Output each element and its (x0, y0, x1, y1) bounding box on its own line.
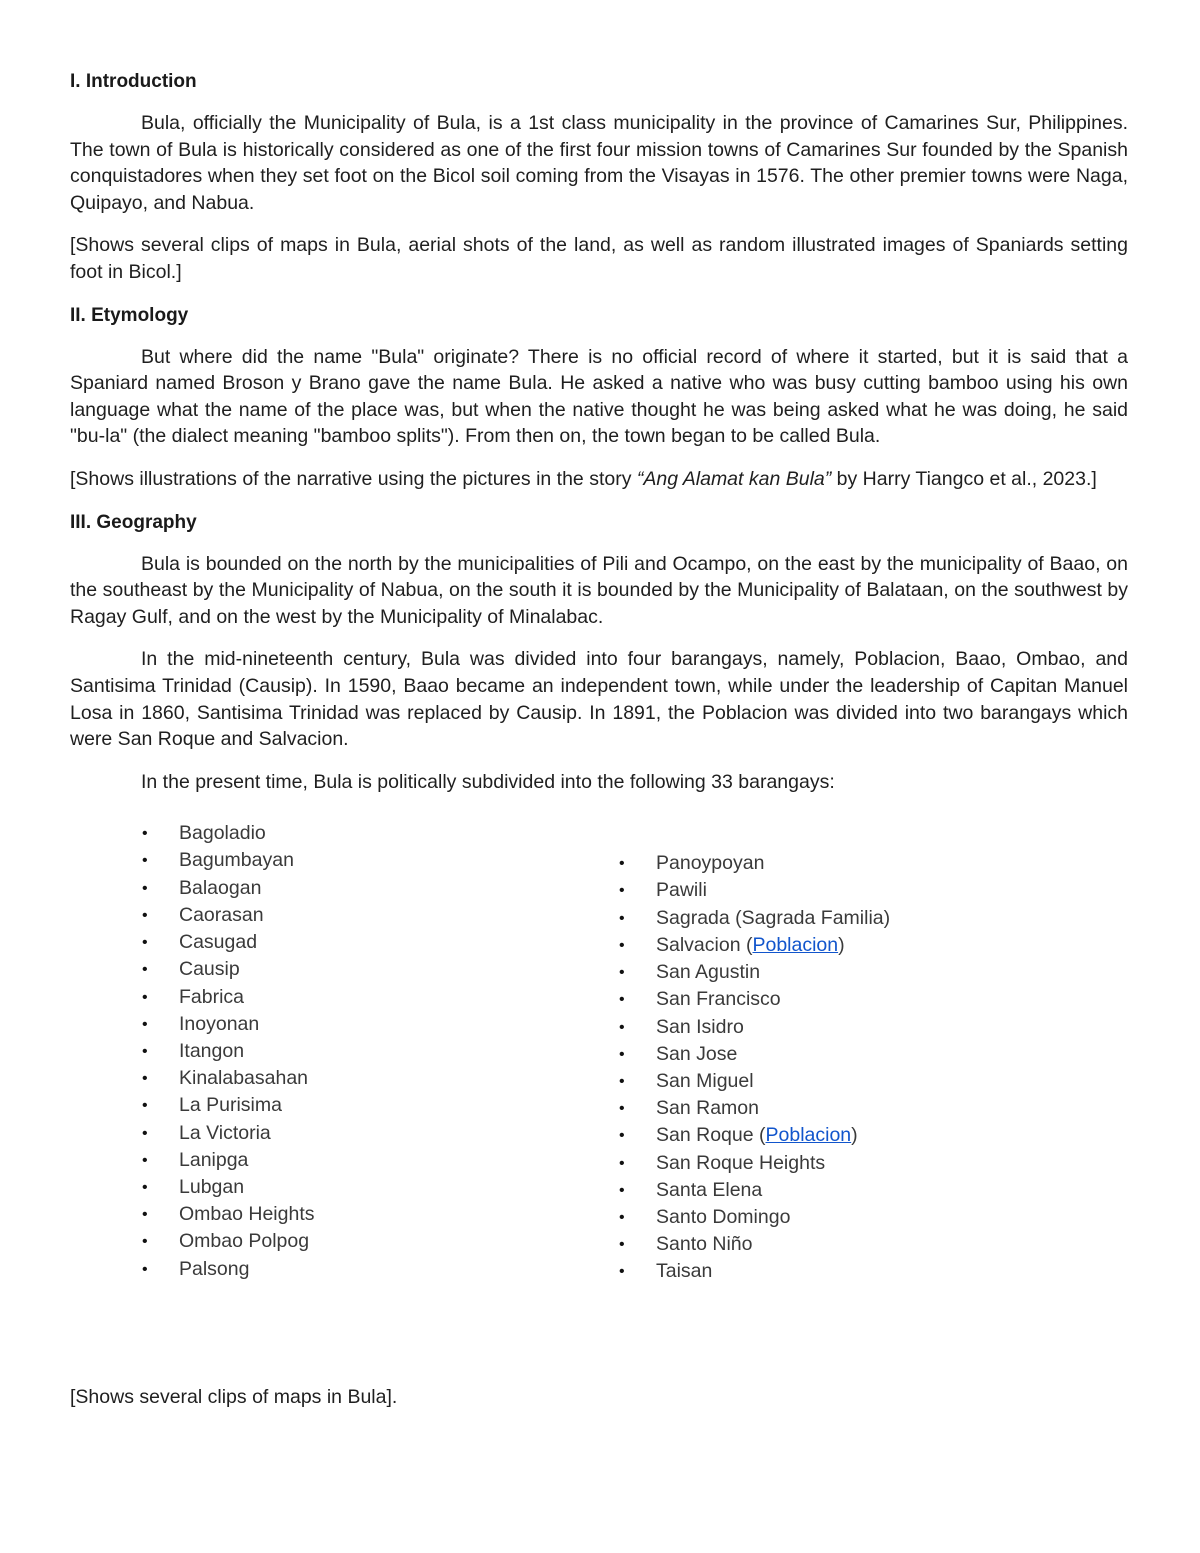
geography-paragraph-history: In the mid-nineteenth century, Bula was divided into four barangays, namely, Poblacion, Baao, Ombao, and Santisima Trinidad (Causip). In 1590, Baao became an independent town, while under the leadership of Capitan Manuel Losa in 1860, Santisima Trinidad was replaced by Causip. In 1891, the Poblacion was divided into two barangays which were San Roque and Salvacion. (70, 648, 1128, 751)
barangay-name: Santa Elena (656, 1178, 763, 1201)
barangay-list-item (70, 1120, 590, 1147)
bullet-icon: • (619, 1018, 625, 1036)
bullet-icon: • (619, 1236, 625, 1254)
barangay-name: La Purisima (179, 1094, 282, 1117)
bullet-icon: • (619, 1154, 625, 1172)
bullet-icon: • (142, 1070, 148, 1088)
bullet-icon: • (142, 1206, 148, 1224)
barangay-list-item (547, 1150, 1107, 1177)
section-heading-introduction: I. Introduction (70, 71, 197, 92)
barangay-list-item (70, 902, 590, 929)
bullet-icon: • (142, 934, 148, 952)
bullet-icon: • (619, 991, 625, 1009)
section-heading-etymology: II. Etymology (70, 304, 189, 326)
barangay-list-item (547, 1258, 1107, 1285)
barangay-list-left (70, 820, 590, 1282)
barangay-list-item (70, 1092, 590, 1119)
barangay-name: San Francisco (656, 988, 781, 1011)
bullet-icon: • (619, 1127, 625, 1145)
bullet-icon: • (142, 1233, 148, 1251)
barangay-list-item (70, 1174, 590, 1201)
barangay-list-item (70, 1147, 590, 1174)
geography-paragraph-boundaries: Bula is bounded on the north by the municipalities of Pili and Ocampo, on the east by the municipality of Baao, on the southeast by the Municipality of Nabua, on the south it is bounded by the Municipality of Balataan, on the southwest by Ragay Gulf, and on the west by the Municipality of Minalabac. (70, 552, 1128, 628)
barangay-list-item (70, 984, 590, 1011)
barangay-list-item (547, 905, 1107, 932)
bullet-icon: • (142, 1260, 148, 1278)
bullet-icon: • (142, 1151, 148, 1169)
barangay-list-item (547, 1177, 1107, 1204)
barangay-name: San Isidro (656, 1015, 744, 1038)
barangay-list-item (70, 929, 590, 956)
geography-paragraph-barangays-intro: In the present time, Bula is politically subdivided into the following 33 barangays: (141, 770, 835, 793)
barangay-list-item (70, 1201, 590, 1228)
barangay-list-item (547, 877, 1107, 904)
barangay-name: Casugad (179, 931, 258, 954)
poblacion-link[interactable]: Poblacion (752, 933, 839, 956)
barangay-name: Salvacion ( (656, 933, 753, 956)
bullet-icon: • (619, 1100, 625, 1118)
barangay-name: Inoyonan (179, 1012, 260, 1035)
story-title: “Ang Alamat kan Bula” (636, 467, 832, 490)
etymology-note-prefix: [Shows illustrations of the narrative using the pictures in the story (70, 467, 637, 490)
barangay-list-item (70, 1065, 590, 1092)
barangay-name: San Jose (656, 1042, 738, 1065)
barangay-list-item (70, 1011, 590, 1038)
barangay-list-item (70, 956, 590, 983)
bullet-icon: • (619, 855, 625, 873)
etymology-note-suffix: by Harry Tiangco et al., 2023.] (831, 467, 1097, 490)
etymology-note (70, 466, 1128, 493)
barangay-name: Pawili (656, 879, 707, 902)
barangay-name: Balaogan (179, 876, 262, 899)
bullet-icon: • (142, 1178, 148, 1196)
bullet-icon: • (142, 1042, 148, 1060)
bullet-icon: • (619, 882, 625, 900)
barangay-name: Lanipga (179, 1148, 249, 1171)
barangay-name: Bagumbayan (179, 849, 294, 872)
barangay-name: Ombao Polpog (179, 1230, 310, 1253)
bullet-icon: • (142, 1015, 148, 1033)
barangay-list-item (547, 986, 1107, 1013)
barangay-name: Sagrada (Sagrada Familia) (656, 906, 891, 929)
barangay-name: Itangon (179, 1039, 245, 1062)
barangay-list-item (547, 1068, 1107, 1095)
barangay-name: Santo Niño (656, 1233, 753, 1256)
barangay-list-item (547, 1204, 1107, 1231)
barangay-list-item (547, 1014, 1107, 1041)
barangay-name: Taisan (656, 1260, 713, 1283)
bullet-icon: • (619, 1072, 625, 1090)
barangay-name: San Roque Heights (656, 1151, 826, 1174)
barangay-list-right (547, 850, 1107, 1285)
barangay-list-item (70, 847, 590, 874)
barangay-list-columns (70, 820, 1128, 1300)
barangay-list-item (70, 1038, 590, 1065)
barangay-list-item (70, 875, 590, 902)
document-page (70, 68, 1128, 1300)
bullet-icon: • (142, 852, 148, 870)
barangay-name: Kinalabasahan (179, 1067, 309, 1090)
barangay-name: San Agustin (656, 961, 761, 984)
barangay-name: Causip (179, 958, 240, 981)
barangay-name: San Miguel (656, 1069, 754, 1092)
barangay-name: San Ramon (656, 1097, 759, 1120)
barangay-name: La Victoria (179, 1121, 271, 1144)
section-heading-geography: III. Geography (70, 511, 197, 533)
bullet-icon: • (619, 964, 625, 982)
barangay-list-item (70, 820, 590, 847)
barangay-list-item (70, 1256, 590, 1283)
barangay-list-item (547, 1095, 1107, 1122)
barangay-name: Lubgan (179, 1175, 245, 1198)
barangay-list-item (547, 1041, 1107, 1068)
barangay-list-item (547, 959, 1107, 986)
poblacion-link[interactable]: Poblacion (765, 1124, 852, 1147)
barangay-list-item (547, 1231, 1107, 1258)
bullet-icon: • (619, 936, 625, 954)
barangay-name: San Roque ( (656, 1124, 766, 1147)
barangay-list-item (70, 1228, 590, 1255)
etymology-paragraph: But where did the name "Bula" originate? There is no official record of where it started, but it is said that a Spaniard named Broson y Brano gave the name Bula. He asked a native who was busy cutting bamboo using his own language what the name of the place was, but when the native thought he was being asked what he was doing, he said "bu-la" (the dialect meaning "bamboo splits"). From then on, the town began to be called Bula. (70, 345, 1128, 448)
barangay-name: Panoypoyan (656, 852, 765, 875)
introduction-note: [Shows several clips of maps in Bula, aerial shots of the land, as well as random illustrated images of Spaniards setting foot in Bicol.] (70, 234, 1128, 283)
barangay-name: Fabrica (179, 985, 245, 1008)
barangay-name-suffix: ) (851, 1124, 858, 1147)
bullet-icon: • (142, 961, 148, 979)
barangay-name: Bagoladio (179, 822, 266, 845)
bullet-icon: • (142, 988, 148, 1006)
barangay-name: Santo Domingo (656, 1205, 791, 1228)
barangay-name-suffix: ) (838, 933, 845, 956)
barangay-list-item (547, 932, 1107, 959)
bullet-icon: • (619, 1208, 625, 1226)
bullet-icon: • (619, 1045, 625, 1063)
bullet-icon: • (142, 879, 148, 897)
barangay-list-item (547, 850, 1107, 877)
bullet-icon: • (619, 909, 625, 927)
barangay-list-item (547, 1122, 1107, 1149)
barangay-name: Caorasan (179, 903, 264, 926)
introduction-paragraph: Bula, officially the Municipality of Bula, is a 1st class municipality in the province of Camarines Sur, Philippines. The town of Bula is historically considered as one of the first four mission towns of Camarines Sur founded by the Spanish conquistadores when they set foot on the Bicol soil coming from the Visayas in 1576. The other premier towns were Naga, Quipayo, and Nabua. (70, 112, 1128, 214)
barangay-name: Ombao Heights (179, 1203, 315, 1226)
bullet-icon: • (142, 825, 148, 843)
barangay-name: Palsong (179, 1257, 250, 1280)
bullet-icon: • (619, 1181, 625, 1199)
bullet-icon: • (619, 1263, 625, 1281)
bullet-icon: • (142, 1124, 148, 1142)
bullet-icon: • (142, 1097, 148, 1115)
bullet-icon: • (142, 906, 148, 924)
closing-note: [Shows several clips of maps in Bula]. (70, 1386, 398, 1408)
